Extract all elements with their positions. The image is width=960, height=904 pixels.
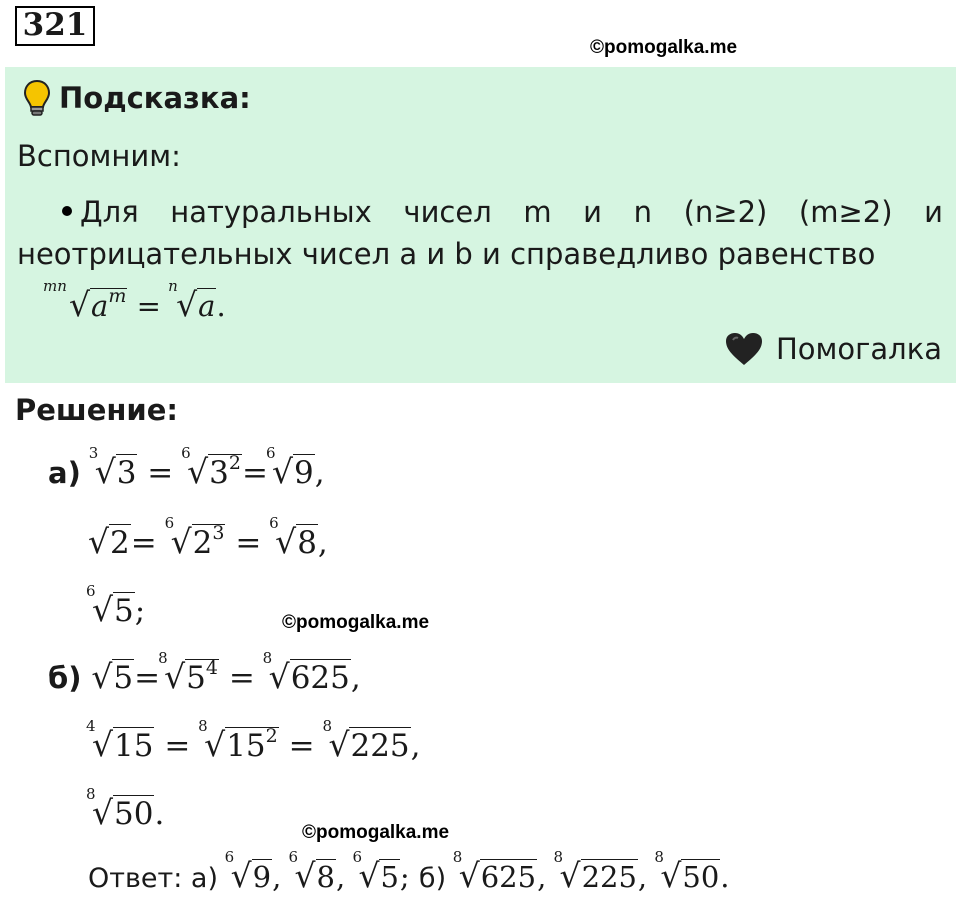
watermark-top: ©pomogalka.me (590, 37, 738, 58)
hint-title-text: Подсказка: (59, 81, 251, 115)
rule-text-block (17, 191, 943, 275)
part-b-line-3: 8 √50. (86, 785, 165, 832)
part-a-line-1: а) 3 √3 = 6 $√3^2=$ 6 √9, (48, 444, 325, 491)
solution-title: Решение: (15, 393, 179, 427)
watermark-middle: ©pomogalka.me (282, 612, 430, 633)
hint-formula: mn $√a^m$ = n √a. (43, 277, 226, 324)
part-b-line-2: 4 √15 = 8 $√15^2$ = 8 √225, (86, 717, 421, 764)
bullet-icon (62, 206, 72, 216)
watermark-bottom: ©pomogalka.me (302, 822, 450, 843)
part-a-line-3: 6 √5; (86, 582, 146, 629)
brand-signature (724, 331, 942, 367)
part-b-line-1: б) √5= 8 $√5^4$ = 8 √625, (48, 649, 361, 696)
recall-label: Вспомним: (17, 139, 181, 173)
rule-text: Для натуральных чисел m и n (n≥2) (m≥2) и неотрицательных чисел a и b и справедливо равенство (17, 195, 943, 271)
heart-icon (724, 331, 764, 367)
brand-name: Помогалка (776, 332, 942, 366)
answer-line: Ответ: а) 6 √9, 6 √8, 6 √5; б) 8 √625, 8 √225, 8 √50. (88, 848, 730, 895)
hint-title (23, 79, 251, 117)
problem-number: 321 (15, 6, 95, 46)
lightbulb-icon (23, 79, 51, 117)
part-a-line-2: √2= 6 $√2^3$ = 6 √8, (88, 514, 328, 561)
hint-panel (5, 67, 956, 383)
